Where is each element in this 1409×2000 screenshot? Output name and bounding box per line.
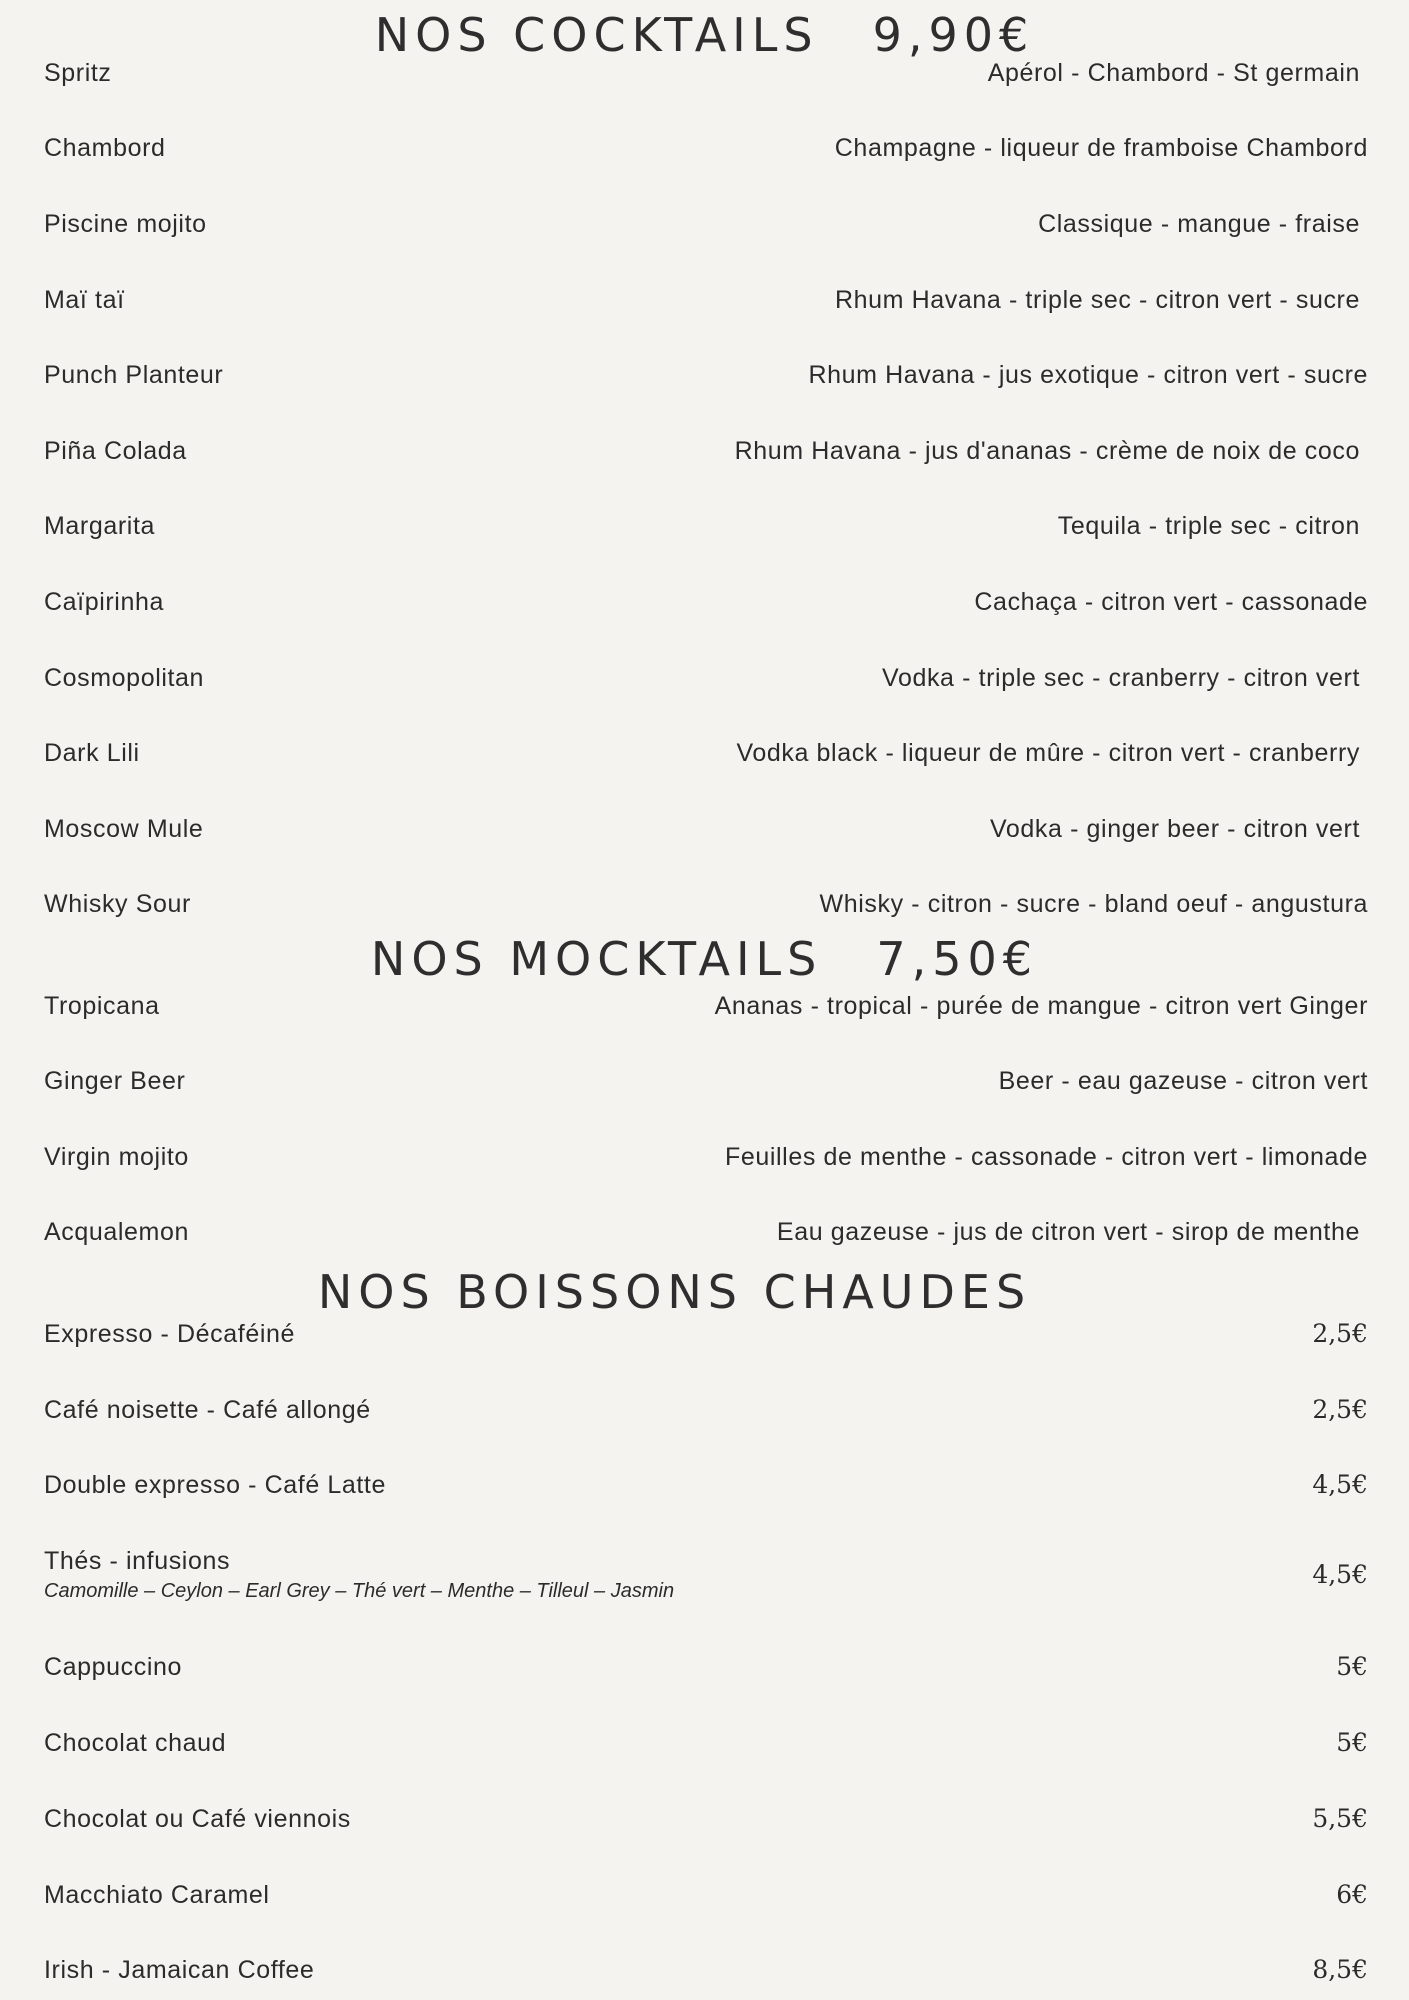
item-name: Double expresso - Café Latte xyxy=(44,1471,386,1499)
mocktails-price: 7,50€ xyxy=(876,932,1039,986)
item-description: Feuilles de menthe - cassonade - citron vert - limonade xyxy=(724,1143,1368,1171)
item-description: Rhum Havana - jus d'ananas - crème de noix de coco xyxy=(734,437,1360,465)
item-name: Dark Lili xyxy=(44,739,140,767)
item-description: Beer - eau gazeuse - citron vert xyxy=(998,1067,1368,1095)
item-name: Margarita xyxy=(44,512,155,540)
menu-item xyxy=(44,884,1368,924)
item-name: Punch Planteur xyxy=(44,361,224,389)
item-description: Eau gazeuse - jus de citron vert - sirop de menthe xyxy=(776,1218,1360,1246)
item-description: Vodka - ginger beer - citron vert xyxy=(990,815,1360,843)
menu-item xyxy=(44,1212,1368,1252)
mocktails-heading: NOS MOCKTAILS xyxy=(370,932,823,986)
item-price: 5€ xyxy=(1336,1652,1368,1681)
item-subtitle: Camomille – Ceylon – Earl Grey – Thé vert – Menthe – Tilleul – Jasmin xyxy=(44,1580,675,1602)
menu-item xyxy=(44,1647,1368,1687)
item-description: Classique - mangue - fraise xyxy=(1038,210,1360,238)
item-name: Acqualemon xyxy=(44,1218,189,1246)
item-name: Piscine mojito xyxy=(44,210,207,238)
menu-item xyxy=(44,1541,1368,1611)
menu-item xyxy=(44,582,1368,622)
item-name: Chocolat ou Café viennois xyxy=(44,1805,351,1833)
menu-item xyxy=(44,658,1368,698)
item-price: 5,5€ xyxy=(1312,1804,1368,1833)
item-description: Ananas - tropical - purée de mangue - citron vert Ginger xyxy=(714,992,1368,1020)
menu-item xyxy=(44,1723,1368,1763)
item-description: Whisky - citron - sucre - bland oeuf - angustura xyxy=(819,890,1368,918)
item-description: Cachaça - citron vert - cassonade xyxy=(974,588,1368,616)
item-description: Vodka - triple sec - cranberry - citron vert xyxy=(882,664,1360,692)
menu-item xyxy=(44,1390,1368,1430)
item-description: Vodka black - liqueur de mûre - citron vert - cranberry xyxy=(736,739,1360,767)
cocktails-heading: NOS COCKTAILS xyxy=(374,8,819,62)
menu-item xyxy=(44,986,1368,1026)
hot-drinks-heading: NOS BOISSONS CHAUDES xyxy=(317,1265,1032,1319)
item-description: Rhum Havana - triple sec - citron vert - sucre xyxy=(835,286,1360,314)
mocktails-title xyxy=(0,932,1409,986)
menu-item xyxy=(44,1950,1368,1990)
item-name: Ginger Beer xyxy=(44,1067,186,1095)
item-name: Virgin mojito xyxy=(44,1143,189,1171)
menu-item xyxy=(44,1799,1368,1839)
item-price: 5€ xyxy=(1336,1728,1368,1757)
item-description: Rhum Havana - jus exotique - citron vert - sucre xyxy=(808,361,1368,389)
menu-item xyxy=(44,1465,1368,1505)
menu-item xyxy=(44,53,1368,93)
cocktails-price: 9,90€ xyxy=(872,8,1035,62)
item-price: 2,5€ xyxy=(1312,1319,1368,1348)
item-name: Café noisette - Café allongé xyxy=(44,1396,371,1424)
menu-item xyxy=(44,280,1368,320)
item-name: Tropicana xyxy=(44,992,160,1020)
menu-item xyxy=(44,355,1368,395)
item-name: Chocolat chaud xyxy=(44,1729,227,1757)
item-price: 6€ xyxy=(1336,1880,1368,1909)
menu-item xyxy=(44,733,1368,773)
menu-item xyxy=(44,809,1368,849)
item-name: Expresso - Décaféiné xyxy=(44,1320,296,1348)
item-price: 4,5€ xyxy=(1312,1470,1368,1499)
menu-item xyxy=(44,1875,1368,1915)
menu-item xyxy=(44,1314,1368,1354)
menu-item xyxy=(44,128,1368,168)
item-name: Cappuccino xyxy=(44,1653,183,1681)
item-name: Maï taï xyxy=(44,286,125,314)
item-price: 8,5€ xyxy=(1312,1955,1368,1984)
item-name: Macchiato Caramel xyxy=(44,1881,270,1909)
menu-item xyxy=(44,1061,1368,1101)
item-name: Spritz xyxy=(44,59,112,87)
item-price: 4,5€ xyxy=(1312,1560,1368,1589)
item-description: Apérol - Chambord - St germain xyxy=(987,59,1360,87)
item-name: Irish - Jamaican Coffee xyxy=(44,1956,315,1984)
menu-item xyxy=(44,204,1368,244)
item-name: Piña Colada xyxy=(44,437,187,465)
item-name: Chambord xyxy=(44,134,166,162)
item-description: Tequila - triple sec - citron xyxy=(1057,512,1360,540)
menu-item xyxy=(44,431,1368,471)
item-price: 2,5€ xyxy=(1312,1395,1368,1424)
menu-item xyxy=(44,1137,1368,1177)
item-name: Caïpirinha xyxy=(44,588,164,616)
item-description: Champagne - liqueur de framboise Chambord xyxy=(834,134,1368,162)
item-name: Moscow Mule xyxy=(44,815,204,843)
item-name: Thés - infusions xyxy=(44,1547,231,1575)
menu-item xyxy=(44,506,1368,546)
item-name: Whisky Sour xyxy=(44,890,191,918)
hot-drinks-title xyxy=(0,1265,1379,1319)
item-name: Cosmopolitan xyxy=(44,664,205,692)
